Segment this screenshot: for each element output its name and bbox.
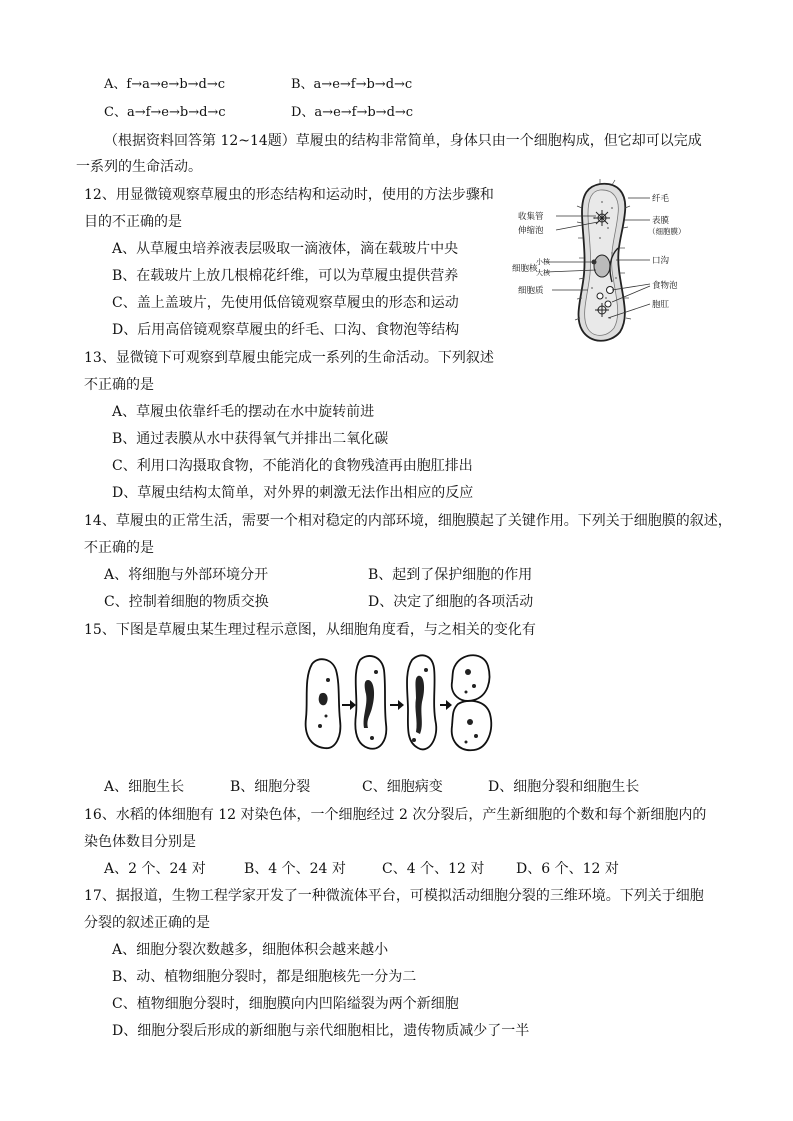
label-cilia: 纤毛 (652, 194, 670, 204)
macronucleus (594, 255, 610, 277)
q15-option-b: B、细胞分裂 (230, 779, 311, 795)
q13-option-a: A、草履虫依靠纤毛的摆动在水中旋转前进 (112, 404, 375, 420)
label-pellicle-note: （细胞膜） (648, 227, 686, 236)
division-stage-4-top (452, 655, 490, 701)
q15-option-a: A、细胞生长 (104, 779, 185, 795)
q12-option-b: B、在载玻片上放几根棉花纤维，可以为草履虫提供营养 (112, 268, 459, 284)
q14-stem-2: 不正确的是 (84, 540, 154, 556)
label-micronucleus: 小核 (536, 258, 550, 266)
q14-option-d: D、决定了细胞的各项活动 (368, 594, 534, 610)
q13-option-d: D、草履虫结构太简单，对外界的刺激无法作出相应的反应 (112, 485, 474, 501)
label-oral-groove: 口沟 (652, 256, 670, 266)
q17-option-b: B、动、植物细胞分裂时，都是细胞核先一分为二 (112, 969, 417, 985)
division-stage-4-bottom (452, 701, 492, 750)
label-food-vacuole: 食物泡 (652, 281, 678, 291)
q13-option-c: C、利用口沟摄取食物，不能消化的食物残渣再由胞肛排出 (112, 458, 473, 474)
q12-option-c: C、盖上盖玻片，先使用低倍镜观察草履虫的形态和运动 (112, 295, 459, 311)
q16-stem-1: 16、水稻的体细胞有 12 对染色体，一个细胞经过 2 次分裂后，产生新细胞的个数和每个新细胞内的 (84, 807, 707, 823)
label-collecting-tube: 收集管 (518, 212, 544, 222)
intro-line-1: （根据资料回答第 12~14题）草履虫的结构非常简单，身体只由一个细胞构成，但它却可以完成 (104, 133, 702, 149)
label-nucleus: 细胞核 (512, 264, 538, 274)
label-anal-pore: 胞肛 (652, 300, 670, 310)
q13-option-b: B、通过表膜从水中获得氧气并排出二氧化碳 (112, 431, 389, 447)
q14-option-b: B、起到了保护细胞的作用 (368, 567, 533, 583)
q17-option-c: C、植物细胞分裂时，细胞膜向内凹陷缢裂为两个新细胞 (112, 996, 459, 1012)
label-contractile-vacuole: 伸缩泡 (518, 226, 544, 236)
q14-stem-1: 14、草履虫的正常生活，需要一个相对稳定的内部环境，细胞膜起了关键作用。下列关于细胞膜的叙述， (84, 513, 732, 529)
q12-stem-1: 12、用显微镜观察草履虫的形态结构和运动时，使用的方法步骤和 (84, 187, 494, 203)
q12-stem-2: 目的不正确的是 (84, 214, 182, 230)
q15-option-c: C、细胞病变 (362, 779, 443, 795)
label-pellicle: 表膜 (652, 216, 670, 226)
q17-option-d: D、细胞分裂后形成的新细胞与亲代细胞相比，遗传物质减少了一半 (112, 1023, 530, 1039)
q17-stem-2: 分裂的叙述正确的是 (84, 915, 210, 931)
q12-option-a: A、从草履虫培养液表层吸取一滴液体，滴在载玻片中央 (112, 241, 459, 257)
contractile-vacuole (594, 210, 610, 226)
paramecium-diagram (512, 178, 702, 346)
q13-stem-1: 13、显微镜下可观察到草履虫能完成一系列的生命活动。下列叙述 (84, 350, 494, 366)
q17-option-a: A、细胞分裂次数越多，细胞体积会越来越小 (112, 942, 389, 958)
q15-stem: 15、下图是草履虫某生理过程示意图，从细胞角度看，与之相关的变化有 (84, 622, 536, 638)
q11-option-d: D、a→e→f→b→d→c (291, 105, 414, 120)
process-arrows (342, 700, 452, 710)
q14-option-a: A、将细胞与外部环境分开 (104, 567, 269, 583)
q14-option-c: C、控制着细胞的物质交换 (104, 594, 269, 610)
q11-option-a: A、f→a→e→b→d→c (104, 77, 226, 92)
q16-option-b: B、4 个、24 对 (244, 861, 346, 877)
paramecium-division-diagram (298, 650, 498, 758)
q13-stem-2: 不正确的是 (84, 377, 154, 393)
q11-option-c: C、a→f→e→b→d→c (104, 105, 226, 120)
q17-stem-1: 17、据报道，生物工程学家开发了一种微流体平台，可模拟活动细胞分裂的三维环境。下列关于细胞 (84, 888, 704, 904)
q16-option-c: C、4 个、12 对 (382, 861, 485, 877)
micronucleus (592, 260, 597, 265)
q15-option-d: D、细胞分裂和细胞生长 (488, 779, 640, 795)
label-macronucleus: 大核 (536, 269, 550, 277)
q16-option-d: D、6 个、12 对 (516, 861, 619, 877)
q12-option-d: D、后用高倍镜观察草履虫的纤毛、口沟、食物泡等结构 (112, 322, 460, 338)
q16-option-a: A、2 个、24 对 (104, 861, 206, 877)
intro-line-2: 一系列的生命活动。 (76, 159, 202, 175)
q16-stem-2: 染色体数目分别是 (84, 834, 196, 850)
label-cytoplasm: 细胞质 (518, 286, 544, 296)
q11-option-b: B、a→e→f→b→d→c (291, 77, 413, 92)
